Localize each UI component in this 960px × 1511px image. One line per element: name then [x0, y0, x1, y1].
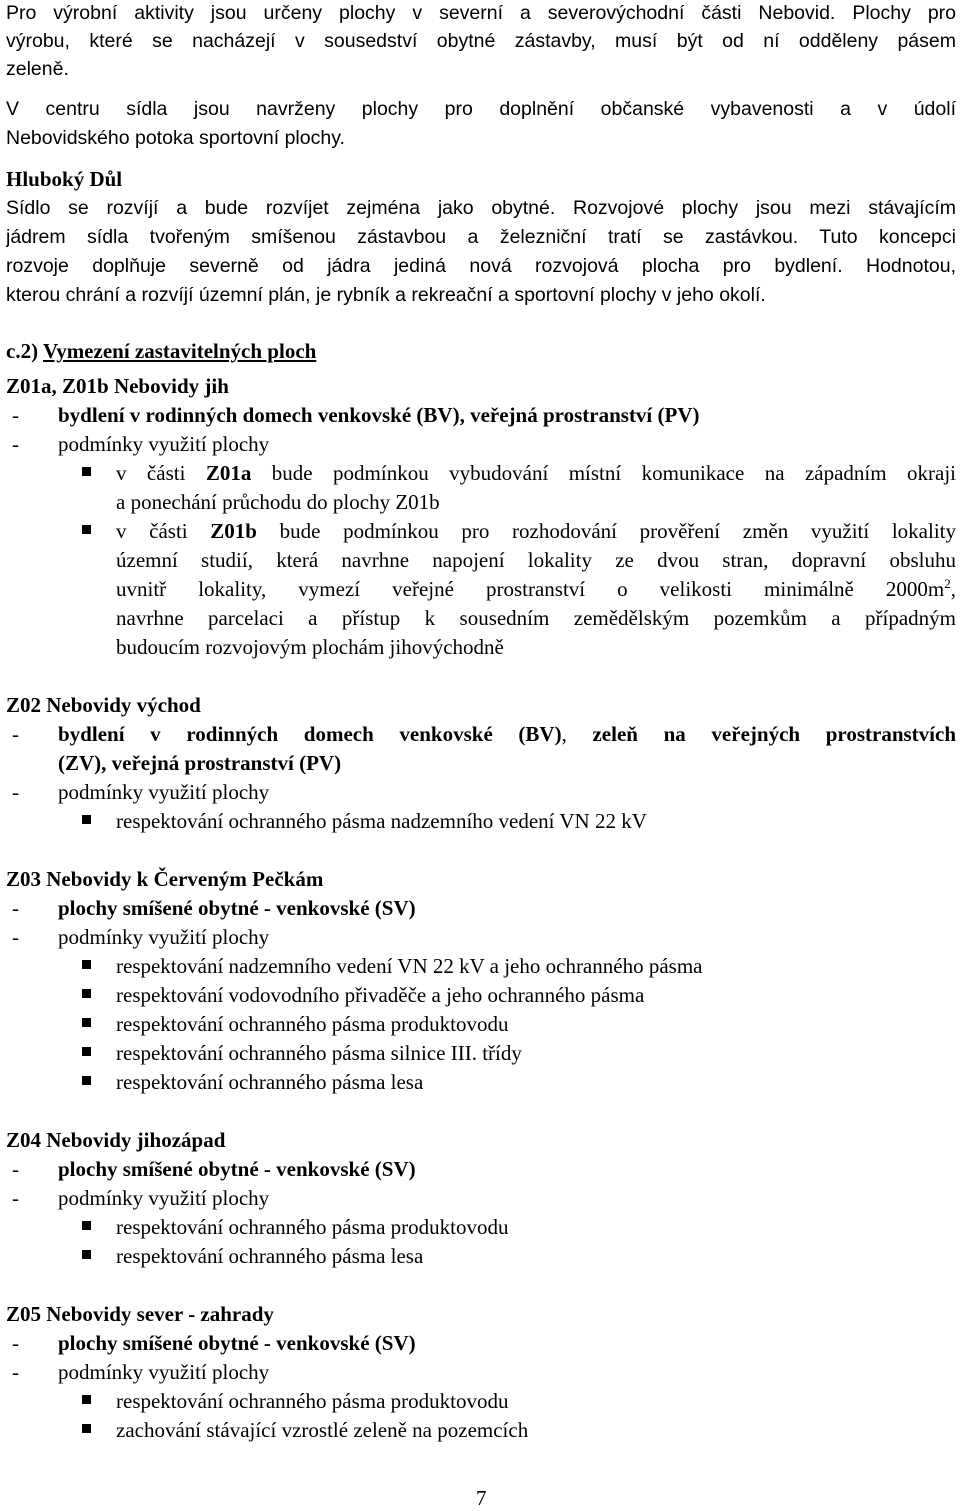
dash-marker: - [12, 780, 19, 804]
z04-cond: podmínky využití plochy [58, 1186, 270, 1210]
square-bullet-icon [82, 1395, 91, 1404]
list-item: respektování ochranného pásma lesa [116, 1070, 424, 1094]
z03-heading: Z03 Nebovidy k Červeným Pečkám [6, 867, 324, 891]
z01-cond: podmínky využití plochy [58, 432, 270, 456]
dash-marker: - [12, 403, 19, 427]
dash-marker: - [12, 1360, 19, 1384]
list-item: respektování ochranného pásma silnice III. třídy [116, 1041, 522, 1065]
z01a-line: a ponechání průchodu do plochy Z01b [116, 490, 440, 514]
z01a-code: Z01a [205, 461, 252, 485]
z01b-line [116, 518, 956, 544]
hluboky-heading: Hluboký Důl [6, 167, 123, 191]
z03-cond: podmínky využití plochy [58, 925, 270, 949]
intro-line: Pro výrobní aktivity jsou určeny plochy v severní a severovýchodní části Nebovid. Plochy pro [6, 2, 956, 24]
square-bullet-icon [82, 525, 91, 534]
dash-marker: - [12, 1186, 19, 1210]
z01b-prefix: v části [116, 519, 211, 543]
page-number: 7 [476, 1486, 487, 1510]
z02-use-cont: (ZV), veřejná prostranství (PV) [58, 751, 342, 775]
z04-use: plochy smíšené obytné - venkovské (SV) [58, 1157, 416, 1181]
hluboky-line: Sídlo se rozvíjí a bude rozvíjet zejména jako obytné. Rozvojové plochy jsou mezi stávajícím [6, 197, 956, 219]
dash-marker: - [12, 1157, 19, 1181]
square-bullet-icon [82, 989, 91, 998]
section-heading [6, 338, 316, 364]
intro-line: výrobu, které se nacházejí v sousedství obytné zástavby, musí být od ní odděleny pásem [6, 30, 956, 52]
z03-use: plochy smíšené obytné - venkovské (SV) [58, 896, 416, 920]
dash-marker: - [12, 432, 19, 456]
z01a-prefix: v části [116, 461, 206, 485]
section-title: Vymezení zastavitelných ploch [42, 339, 317, 363]
square-bullet-icon [82, 1047, 91, 1056]
section-number: c.2) [6, 339, 39, 363]
z02-cond: podmínky využití plochy [58, 780, 270, 804]
square-bullet-icon [82, 1250, 91, 1259]
z05-use: plochy smíšené obytné - venkovské (SV) [58, 1331, 416, 1355]
z01b-line: územní studií, která navrhne napojení lokality ze dvou stran, dopravní obsluhu [116, 548, 956, 572]
list-item: respektování ochranného pásma produktovodu [116, 1012, 509, 1036]
z01b-line: navrhne parcelaci a přístup k sousedním zemědělským pozemkům a případným [116, 606, 956, 630]
dash-marker: - [12, 722, 19, 746]
hluboky-line: jádrem sídla tvořeným smíšenou zástavbou a železniční tratí se zastávkou. Tuto koncepci [6, 226, 956, 248]
dash-marker: - [12, 1331, 19, 1355]
z01b-line: budoucím rozvojovým plochám jihovýchodně [116, 635, 504, 659]
square-bullet-icon [82, 815, 91, 824]
z01b-text: bude podmínkou pro rozhodování prověření změn využití lokality [256, 519, 956, 543]
hluboky-line: rozvoje doplňuje severně od jádra jediná nová rozvojová plocha pro bydlení. Hodnotou, [6, 255, 956, 277]
list-item: zachování stávající vzrostlé zeleně na pozemcích [116, 1418, 529, 1442]
z02-use [58, 721, 956, 747]
z05-heading: Z05 Nebovidy sever - zahrady [6, 1302, 274, 1326]
intro-line: zeleně. [6, 58, 69, 80]
z04-heading: Z04 Nebovidy jihozápad [6, 1128, 226, 1152]
document-page [6, 0, 956, 1509]
z01-heading: Z01a, Z01b Nebovidy jih [6, 374, 229, 398]
z01-use: bydlení v rodinných domech venkovské (BV), veřejná prostranství (PV) [58, 403, 700, 427]
z02-heading: Z02 Nebovidy východ [6, 693, 201, 717]
list-item: respektování ochranného pásma nadzemního vedení VN 22 kV [116, 809, 647, 833]
z01b-code: Z01b [210, 519, 257, 543]
list-item: respektování ochranného pásma lesa [116, 1244, 424, 1268]
z02-use-a: bydlení v rodinných domech venkovské (BV) [58, 722, 562, 746]
z01b-text: uvnitř lokality, vymezí veřejné prostranství o velikosti minimálně 2000m [116, 577, 945, 601]
list-item: respektování vodovodního přivaděče a jeho ochranného pásma [116, 983, 645, 1007]
intro-line: Nebovidského potoka sportovní plochy. [6, 127, 345, 149]
z01a-line [116, 460, 956, 486]
z05-cond: podmínky využití plochy [58, 1360, 270, 1384]
z01b-text: , [950, 577, 956, 601]
square-bullet-icon [82, 1424, 91, 1433]
square-bullet-icon [82, 467, 91, 476]
dash-marker: - [12, 925, 19, 949]
z02-use-sep: , [561, 722, 593, 746]
superscript: 2 [944, 576, 951, 591]
square-bullet-icon [82, 1221, 91, 1230]
dash-marker: - [12, 896, 19, 920]
z02-use-b: zeleň na veřejných prostranstvích [592, 722, 956, 746]
square-bullet-icon [82, 1018, 91, 1027]
list-item: respektování ochranného pásma produktovodu [116, 1215, 509, 1239]
hluboky-line: kterou chrání a rozvíjí územní plán, je rybník a rekreační a sportovní plochy v jeho okolí. [6, 284, 766, 306]
z01b-line [116, 576, 956, 602]
square-bullet-icon [82, 1076, 91, 1085]
list-item: respektování ochranného pásma produktovodu [116, 1389, 509, 1413]
square-bullet-icon [82, 960, 91, 969]
z01a-text: bude podmínkou vybudování místní komunikace na západním okraji [251, 461, 956, 485]
intro-line: V centru sídla jsou navrženy plochy pro doplnění občanské vybavenosti a v údolí [6, 98, 956, 120]
list-item: respektování nadzemního vedení VN 22 kV a jeho ochranného pásma [116, 954, 703, 978]
